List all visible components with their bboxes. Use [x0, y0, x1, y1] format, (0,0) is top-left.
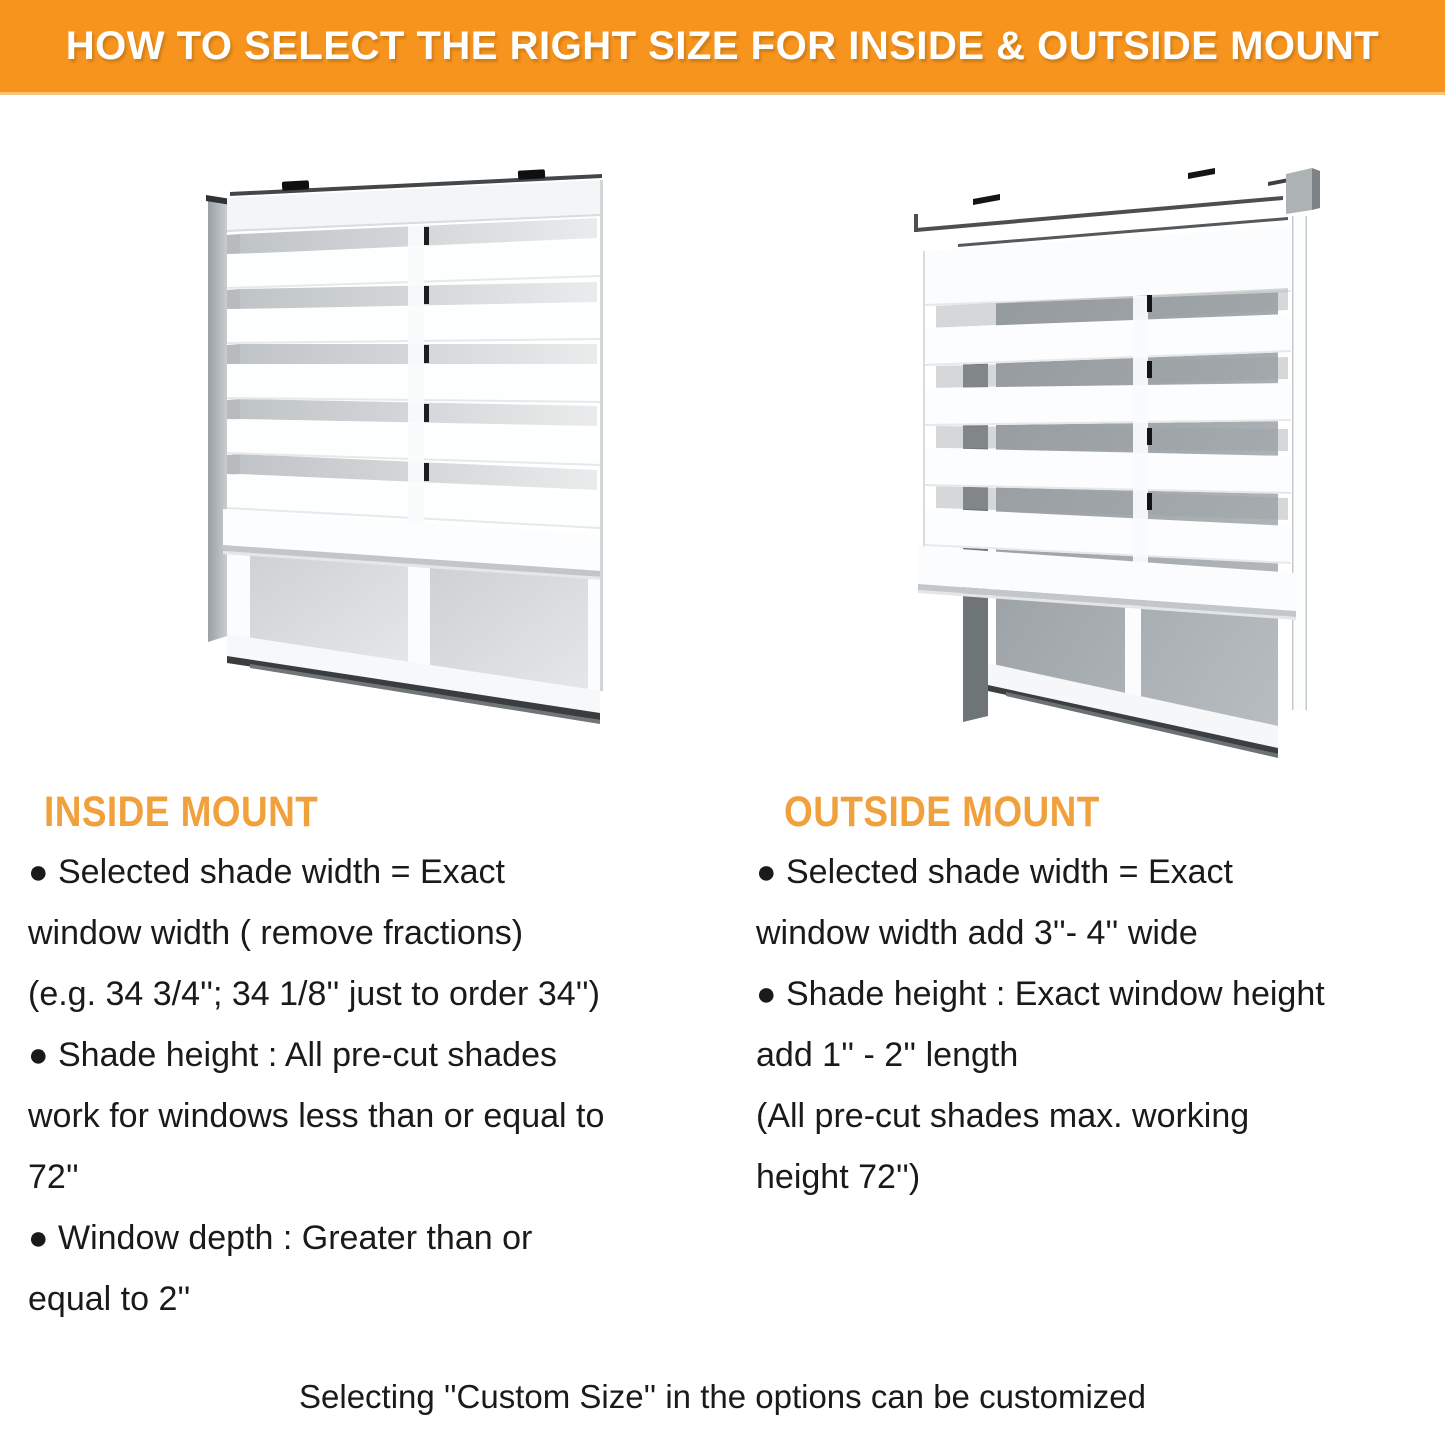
- spec-line: equal to 2'': [28, 1280, 191, 1318]
- spec-line: work for windows less than or equal to: [28, 1097, 605, 1135]
- outside-mount-heading: OUTSIDE MOUNT: [784, 787, 1100, 836]
- inside-mount-illustration: [190, 164, 690, 776]
- mounting-clip: [282, 180, 309, 190]
- screw-slot: [1188, 168, 1215, 179]
- inside-mount-specs: [28, 842, 728, 1330]
- zebra-shade: [223, 218, 602, 580]
- header-banner: [0, 0, 1445, 95]
- mounting-bracket: [1286, 168, 1312, 214]
- screw-slot: [973, 194, 1000, 205]
- window-side-frame: [1294, 216, 1306, 710]
- spec-line: (All pre-cut shades max. working: [756, 1097, 1250, 1135]
- spec-line: window width add 3''- 4'' wide: [756, 914, 1198, 952]
- zebra-shade: [918, 217, 1296, 620]
- mounting-clip: [518, 169, 545, 179]
- custom-size-note: Selecting ''Custom Size'' in the options can be customized: [299, 1378, 1146, 1415]
- spec-line: window width ( remove fractions): [28, 914, 524, 952]
- shade-center-seam: [1133, 296, 1148, 596]
- outside-mount-illustration: [888, 156, 1388, 776]
- page-title: HOW TO SELECT THE RIGHT SIZE FOR INSIDE & OUTSIDE MOUNT: [65, 23, 1380, 68]
- spec-line: ● Window depth : Greater than or: [28, 1219, 533, 1257]
- spec-line: ● Selected shade width = Exact: [28, 853, 505, 891]
- spec-line: ● Shade height : Exact window height: [756, 975, 1325, 1013]
- outside-mount-specs: [756, 842, 1445, 1208]
- spec-line: height 72''): [756, 1158, 921, 1196]
- spec-line: (e.g. 34 3/4''; 34 1/8'' just to order 34''): [28, 975, 600, 1013]
- mounting-rail: [914, 168, 1320, 232]
- inside-mount-heading: INSIDE MOUNT: [44, 787, 319, 836]
- spec-line: 72'': [28, 1158, 79, 1196]
- spec-line: ● Shade height : All pre-cut shades: [28, 1036, 557, 1074]
- spec-line: ● Selected shade width = Exact: [756, 853, 1233, 891]
- shade-center-seam: [408, 226, 424, 528]
- spec-line: add 1'' - 2'' length: [756, 1036, 1019, 1074]
